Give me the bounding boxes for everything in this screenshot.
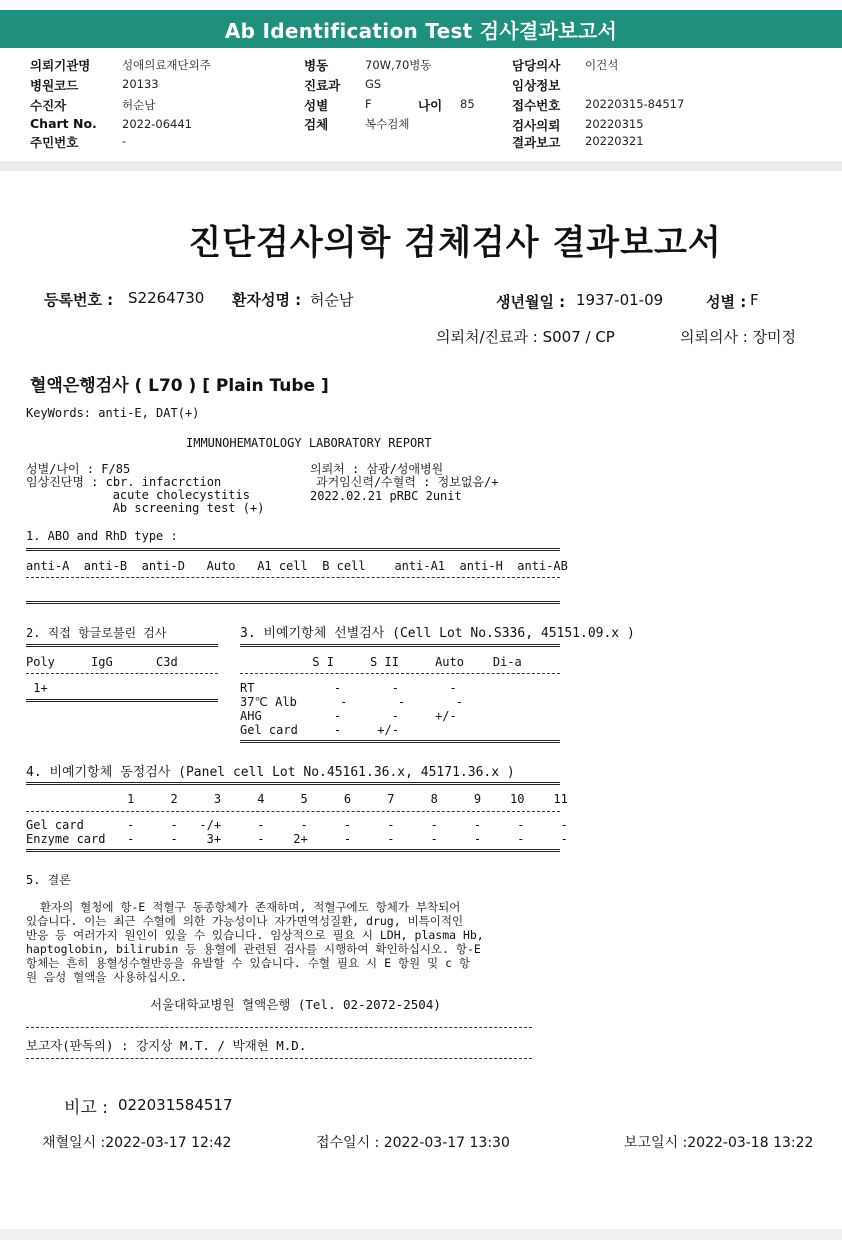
info-history: 과거임신력/수혈력 : 정보없음/+	[316, 475, 499, 489]
info-diagnosis-1: 임상진단명 : cbr. infacrction	[26, 475, 222, 489]
value-sex: F	[365, 97, 372, 111]
label-request-date: 검사의뢰	[512, 118, 561, 133]
screen-row-ahg: AHG - - +/-	[240, 709, 457, 723]
label-age: 나이	[418, 98, 443, 113]
value-report-date: 20220321	[585, 134, 644, 148]
screen-row-rt: RT - - -	[240, 681, 457, 695]
sex-label: 성별 :	[706, 293, 747, 311]
value-request-date: 20220315	[585, 117, 644, 131]
abo-title: 1. ABO and RhD type :	[26, 529, 178, 543]
value-receipt-no: 20220315-84517	[585, 97, 685, 111]
dat-title: 2. 직접 항글로불린 검사	[26, 626, 167, 640]
section-title: 혈액은행검사 ( L70 ) [ Plain Tube ]	[30, 376, 329, 396]
value-hospital-code: 20133	[122, 77, 159, 91]
reporter: 보고자(판독의) : 강지상 M.T. / 박재현 M.D.	[26, 1038, 307, 1053]
value-resident-no: -	[122, 134, 127, 148]
conclusion-line-3: 반응 등 여러가지 원인이 있을 수 있습니다. 임상적으로 필요 시 LDH, plasma Hb,	[26, 928, 484, 942]
sex-value: F	[750, 291, 759, 309]
abo-headers: anti-A anti-B anti-D Auto A1 cell B cell anti-A1 anti-H anti-AB	[26, 559, 568, 573]
panel-title: 4. 비예기항체 동정검사 (Panel cell Lot No.45161.36.x, 45171.36.x )	[26, 765, 515, 780]
label-department: 진료과	[304, 78, 341, 93]
label-ward: 병동	[304, 58, 329, 73]
hospital-contact: 서울대학교병원 혈액은행 (Tel. 02-2072-2504)	[150, 997, 441, 1012]
patient-header	[0, 49, 842, 161]
label-specimen: 검체	[304, 117, 329, 132]
section-gap	[0, 161, 842, 171]
conclusion-line-5: 항체는 흔히 용혈성수혈반응을 유발할 수 있습니다. 수혈 필요 시 E 항원 및 c 항	[26, 956, 471, 970]
info-diagnosis-2: acute cholecystitis	[26, 488, 250, 502]
note-label: 비고 :	[64, 1098, 108, 1118]
info-diagnosis-3: Ab screening test (+)	[26, 501, 265, 515]
screen-headers: S I S II Auto Di-a	[240, 655, 522, 669]
reg-no-value: S2264730	[128, 289, 205, 307]
value-patient: 허순남	[122, 98, 156, 112]
value-department: GS	[365, 77, 382, 91]
panel-headers: 1 2 3 4 5 6 7 8 9 10 11	[26, 792, 568, 806]
label-chart-no: Chart No.	[30, 116, 97, 131]
dept-info: 의뢰처/진료과 : S007 / CP	[436, 328, 615, 346]
info-transfusion: 2022.02.21 pRBC 2unit	[310, 489, 462, 503]
screen-row-gel: Gel card - +/-	[240, 723, 399, 737]
lab-title: IMMUNOHEMATOLOGY LABORATORY REPORT	[186, 436, 432, 450]
conclusion-line-1: 환자의 혈청에 항-E 적혈구 동종항체가 존재하며, 적혈구에도 항체가 부착되어	[26, 900, 461, 914]
patient-name-label: 환자성명 :	[232, 291, 302, 309]
label-clinical-info: 임상정보	[512, 78, 561, 93]
collection-time: 채혈일시 :2022-03-17 12:42	[42, 1135, 232, 1151]
value-institution: 성애의료재단외주	[122, 58, 211, 72]
value-ward: 70W,70병동	[365, 58, 432, 72]
label-receipt-no: 접수번호	[512, 98, 561, 113]
note-value: 022031584517	[118, 1096, 233, 1114]
label-institution: 의뢰기관명	[30, 58, 91, 73]
report-banner-title: Ab Identification Test 검사결과보고서	[0, 10, 842, 48]
dob-label: 생년월일 :	[496, 293, 566, 311]
panel-row-enzyme: Enzyme card - - 3+ - 2+ - - - - - -	[26, 832, 568, 846]
conclusion-line-6: 원 음성 혈액을 사용하십시오.	[26, 970, 188, 984]
label-sex: 성별	[304, 98, 329, 113]
conclusion-title: 5. 결론	[26, 873, 71, 887]
panel-row-gel: Gel card - - -/+ - - - - - - - -	[26, 818, 568, 832]
report-title: 진단검사의학 검체검사 결과보고서	[188, 223, 722, 263]
conclusion-line-2: 있습니다. 이는 최근 수혈에 의한 가능성이나 자가면역성질환, drug, 비특이적인	[26, 914, 464, 928]
report-time: 보고일시 :2022-03-18 13:22	[624, 1135, 814, 1151]
info-referrer: 의뢰처 : 삼광/성애병원	[310, 462, 444, 476]
value-doctor: 이건석	[585, 58, 619, 72]
screen-row-alb: 37℃ Alb - - -	[240, 695, 463, 709]
value-chart-no: 2022-06441	[122, 117, 192, 131]
label-report-date: 결과보고	[512, 135, 561, 150]
referring-doctor: 의뢰의사 : 장미정	[680, 328, 797, 346]
receipt-time: 접수일시 : 2022-03-17 13:30	[316, 1135, 510, 1151]
keywords: KeyWords: anti-E, DAT(+)	[26, 406, 200, 420]
screen-title: 3. 비예기항체 선별검사 (Cell Lot No.S336, 45151.09.x )	[240, 626, 635, 641]
label-hospital-code: 병원코드	[30, 78, 79, 93]
value-specimen: 복수검체	[365, 117, 410, 131]
conclusion-line-4: haptoglobin, bilirubin 등 용혈에 관련된 검사를 시행하여 확인하십시오. 항-E	[26, 942, 481, 956]
reg-no-label: 등록번호 :	[44, 291, 114, 309]
patient-name-value: 허순남	[310, 291, 354, 309]
dat-headers: Poly IgG C3d	[26, 655, 178, 669]
dat-values: 1+	[26, 681, 48, 695]
label-patient: 수진자	[30, 98, 67, 113]
value-age: 85	[460, 97, 475, 111]
info-sex-age: 성별/나이 : F/85	[26, 462, 131, 476]
label-resident-no: 주민번호	[30, 135, 79, 150]
dob-value: 1937-01-09	[576, 291, 664, 309]
result-report	[0, 171, 842, 1229]
label-doctor: 담당의사	[512, 58, 561, 73]
